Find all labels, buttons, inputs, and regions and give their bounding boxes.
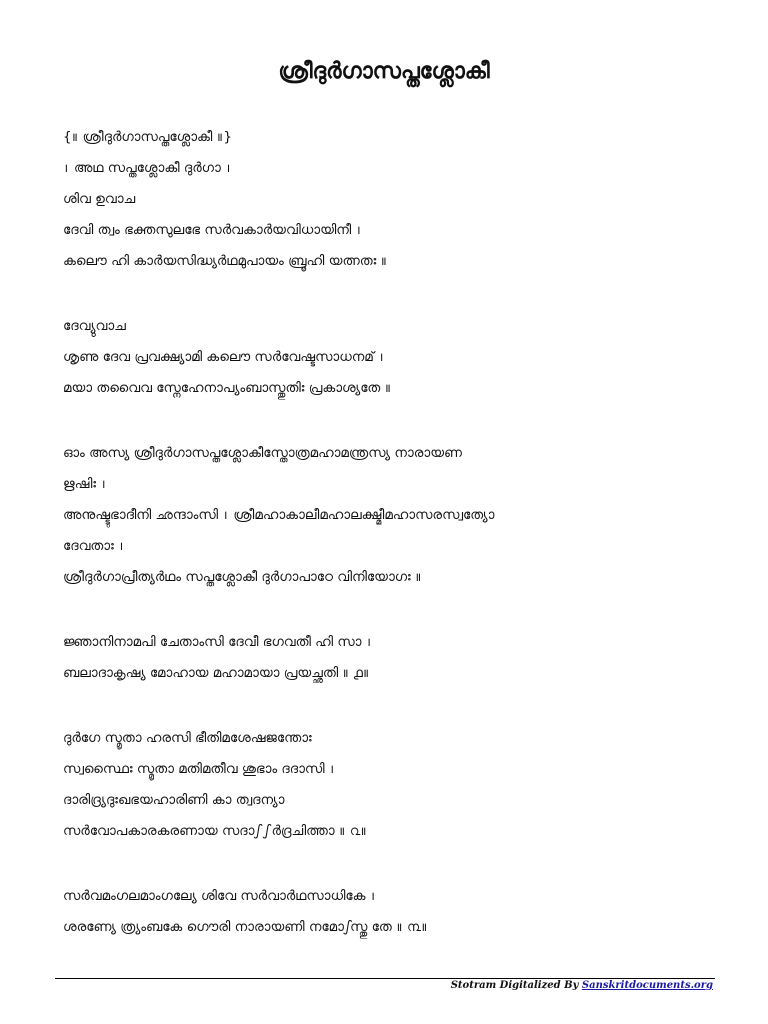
stanza-gap — [63, 404, 713, 438]
verse-line: ദേവ്യുവാച — [63, 318, 126, 334]
verse-line: ശ്രീദുർഗാപ്രീത്യർഥം സപ്തശ്ലോകീ ദുർഗാപാഠേ വിനിയോഗഃ ॥ — [63, 569, 422, 585]
verse-line: ദുർഗേ സ്മൃതാ ഹരസി ഭീതിമശേഷജന്തോഃ — [63, 730, 312, 746]
stanza-gap — [63, 593, 713, 627]
footer-credit-text: Stotram Digitalized By — [450, 980, 579, 991]
stotram-body — [63, 122, 713, 943]
verse-line: ബലാദാകൃഷ്യ മോഹായ മഹാമായാ പ്രയച്ഛതി ॥ ൧॥ — [63, 665, 370, 681]
verse-line: ശരണ്യേ ത്ര്യംബകേ ഗൌരി നാരായണി നമോഽസ്തു തേ ॥ ൩॥ — [63, 919, 428, 935]
verse-line: ദേവതാഃ । — [63, 538, 125, 554]
verse-line: ശൃണു ദേവ പ്രവക്ഷ്യാമി കലൌ സർവേഷ്ടസാധനമ് । — [63, 349, 386, 365]
verse-line: । അഥ സപ്തശ്ലോകീ ദുർഗാ । — [63, 160, 232, 176]
stanza-gap — [63, 689, 713, 723]
footer-divider — [55, 978, 715, 979]
verse-line: സർവോപകാരകരണായ സദാഽഽർദ്രചിത്താ ॥ ൨॥ — [63, 823, 368, 839]
stanza-gap — [63, 847, 713, 881]
verse-line: അനുഷ്ടുഭാദീനി ഛന്ദാംസി । ശ്രീമഹാകാലീമഹാലക്ഷ്മീമഹാസരസ്വത്യോ — [63, 507, 495, 523]
footer-credit — [451, 980, 713, 992]
verse-line: കലൌ ഹി കാർയസിദ്ധ്യർഥമുപായം ബ്രൂഹി യത്നതഃ ॥ — [63, 253, 388, 269]
stanza-gap — [63, 277, 713, 311]
verse-line: ദേവി ത്വം ഭക്തസുലഭേ സർവകാർയവിധായിനീ । — [63, 222, 363, 238]
verse-line: ദാരിദ്ര്യദുഃഖഭയഹാരിണി കാ ത്വദന്യാ — [63, 792, 285, 808]
verse-line: ശിവ ഉവാച — [63, 191, 136, 207]
sanskritdocuments-link[interactable]: Sanskritdocuments.org — [581, 980, 713, 991]
verse-line: സ്വസ്ഥൈഃ സ്മൃതാ മതിമതീവ ശുഭാം ദദാസി । — [63, 761, 336, 777]
verse-line: ജ്ഞാനിനാമപി ചേതാംസി ദേവീ ഭഗവതീ ഹി സാ । — [63, 634, 373, 650]
verse-line: ഋഷിഃ । — [63, 476, 108, 492]
page-title: ശ്രീദുർഗാസപ്തശ്ലോകീ — [278, 59, 490, 84]
verse-line: മയാ തവൈവ സ്നേഹേനാപ്യംബാസ്തുതിഃ പ്രകാശ്യതേ ॥ — [63, 380, 392, 396]
verse-line: സർവമംഗലമാംഗല്യേ ശിവേ സർവാർഥസാധികേ । — [63, 888, 377, 904]
verse-line: {॥ ശ്രീദുർഗാസപ്തശ്ലോകീ ॥} — [63, 129, 232, 145]
verse-line: ഓം അസ്യ ശ്രീദുർഗാസപ്തശ്ലോകീസ്തോത്രമഹാമന്ത്രസ്യ നാരായണ — [63, 445, 462, 461]
